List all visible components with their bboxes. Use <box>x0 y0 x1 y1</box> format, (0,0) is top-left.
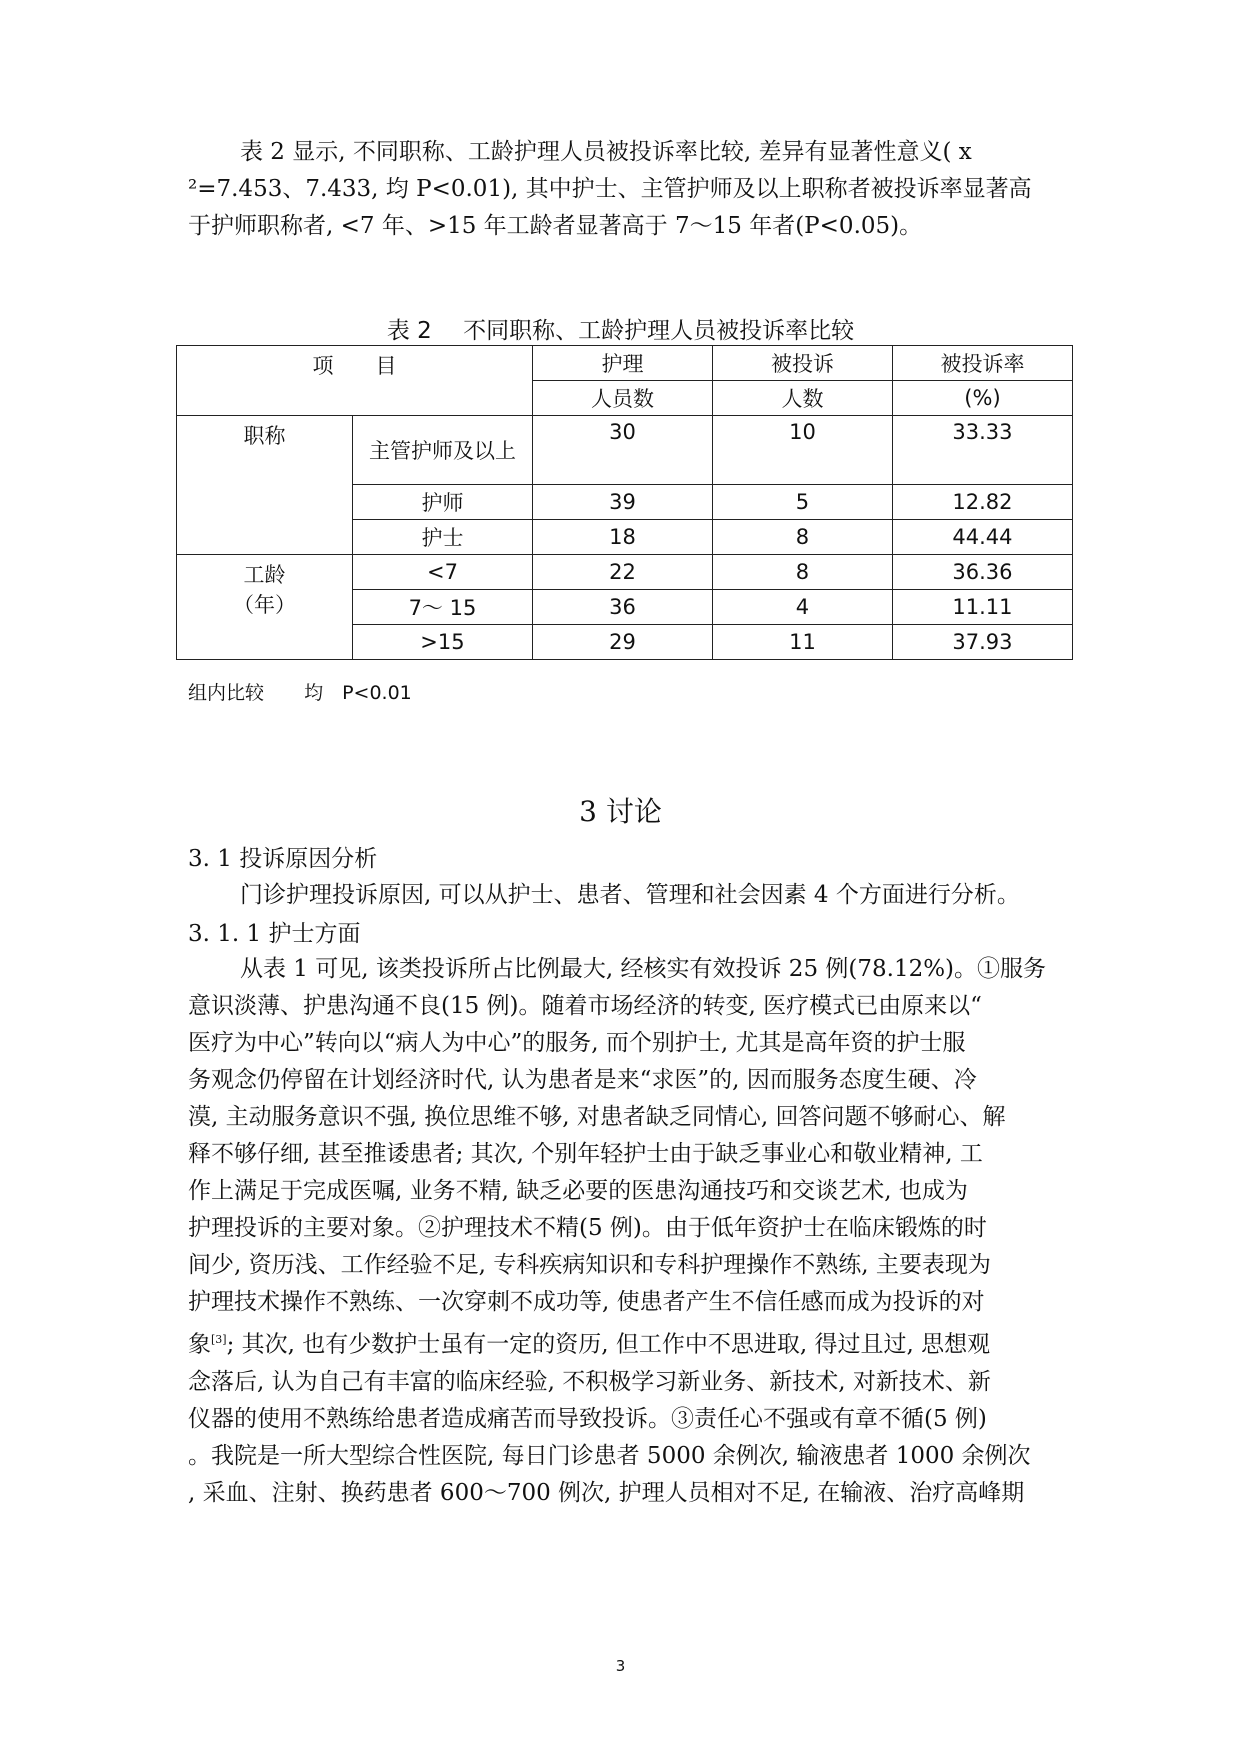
body-line: 仪器的使用不熟练给患者造成痛苦而导致投诉。③责任心不强或有章不循(5 例) <box>188 1405 987 1432</box>
body-line: 意识淡薄、护患沟通不良(15 例)。随着市场经济的转变, 医疗模式已由原来以“ <box>188 993 982 1019</box>
header-complained: 被投诉 <box>712 346 892 381</box>
row-subcategory: <7 <box>352 555 532 590</box>
table-caption <box>0 312 1241 345</box>
row-nurses: 30 <box>532 416 712 485</box>
section-3-1-1-title: 3. 1. 1 护士方面 <box>188 921 361 947</box>
section-3-title: 3 讨论 <box>579 795 662 828</box>
header-rate-sub: (%) <box>892 381 1072 416</box>
table-row <box>177 555 1073 590</box>
row-rate: 44.44 <box>892 520 1072 555</box>
table-header-row <box>177 346 1073 381</box>
body-line: 。我院是一所大型综合性医院, 每日门诊患者 5000 余例次, 输液患者 1000 余例次 <box>188 1442 1031 1469</box>
body-paragraph <box>188 951 1058 1512</box>
row-rate: 36.36 <box>892 555 1072 590</box>
intro-paragraph <box>188 134 1058 245</box>
row-subcategory: 主管护师及以上 <box>352 416 532 485</box>
body-line: 从表 1 可见, 该类投诉所占比例最大, 经核实有效投诉 25 例(78.12%)。①服务 <box>240 956 1047 982</box>
row-subcategory: 护士 <box>352 520 532 555</box>
body-line: 务观念仍停留在计划经济时代, 认为患者是来“求医”的, 因而服务态度生硬、冷 <box>188 1067 977 1093</box>
row-rate: 11.11 <box>892 590 1072 625</box>
table-note <box>188 678 446 705</box>
table-row <box>177 416 1073 485</box>
row-nurses: 18 <box>532 520 712 555</box>
complaint-rate-table <box>176 345 1073 660</box>
body-line: 念落后, 认为自己有丰富的临床经验, 不积极学习新业务、新技术, 对新技术、新 <box>188 1368 991 1395</box>
section-3-1-text: 门诊护理投诉原因, 可以从护士、患者、管理和社会因素 4 个方面进行分析。 <box>240 882 1020 908</box>
body-line: 医疗为中心”转向以“病人为中心”的服务, 而个别护士, 尤其是高年资的护士服 <box>188 1030 966 1056</box>
row-rate: 12.82 <box>892 485 1072 520</box>
group-title-label: 职称 <box>177 416 353 555</box>
intro-line: ²=7.453、7.433, 均 P<0.01), 其中护士、主管护师及以上职称者被投诉率显著高 <box>188 176 1032 202</box>
row-complained: 8 <box>712 555 892 590</box>
header-nurses: 护理 <box>532 346 712 381</box>
row-subcategory: >15 <box>352 625 532 660</box>
table-caption-label: 表 2 <box>386 318 432 344</box>
row-nurses: 22 <box>532 555 712 590</box>
row-rate: 37.93 <box>892 625 1072 660</box>
row-rate: 33.33 <box>892 416 1072 485</box>
body-line-start: 象 <box>188 1331 211 1358</box>
row-subcategory: 7～ 15 <box>352 590 532 625</box>
table-note-label: 组内比较 <box>188 682 265 704</box>
group-seniority-label-l1: 工龄 <box>243 563 286 587</box>
row-complained: 8 <box>712 520 892 555</box>
row-complained: 4 <box>712 590 892 625</box>
body-line: 释不够仔细, 甚至推诿患者; 其次, 个别年轻护士由于缺乏事业心和敬业精神, 工 <box>188 1141 983 1167</box>
row-complained: 10 <box>712 416 892 485</box>
group-seniority-label-l2: （年） <box>232 593 296 617</box>
citation-ref: [3] <box>211 1333 227 1346</box>
header-item: 项 目 <box>177 346 533 416</box>
table-caption-title: 不同职称、工龄护理人员被投诉率比较 <box>463 318 855 344</box>
row-complained: 11 <box>712 625 892 660</box>
body-line: 作上满足于完成医嘱, 业务不精, 缺乏必要的医患沟通技巧和交谈艺术, 也成为 <box>188 1178 968 1204</box>
body-line: 护理技术操作不熟练、一次穿刺不成功等, 使患者产生不信任感而成为投诉的对 <box>188 1289 985 1315</box>
header-complained-sub: 人数 <box>712 381 892 416</box>
body-line: 间少, 资历浅、工作经验不足, 专科疾病知识和专科护理操作不熟练, 主要表现为 <box>188 1252 991 1278</box>
body-line: , 采血、注射、换药患者 600～700 例次, 护理人员相对不足, 在输液、治疗高峰期 <box>188 1479 1025 1506</box>
row-subcategory: 护师 <box>352 485 532 520</box>
row-nurses: 29 <box>532 625 712 660</box>
row-nurses: 39 <box>532 485 712 520</box>
body-line-rest: ; 其次, 也有少数护士虽有一定的资历, 但工作中不思进取, 得过且过, 思想观 <box>226 1331 991 1358</box>
body-line: 护理投诉的主要对象。②护理技术不精(5 例)。由于低年资护士在临床锻炼的时 <box>188 1215 987 1241</box>
intro-line: 于护师职称者, <7 年、>15 年工龄者显著高于 7～15 年者(P<0.05)。 <box>188 213 923 239</box>
group-seniority-label <box>177 555 353 660</box>
intro-line: 表 2 显示, 不同职称、工龄护理人员被投诉率比较, 差异有显著性意义( x <box>240 139 972 165</box>
body-line: 漠, 主动服务意识不强, 换位思维不够, 对患者缺乏同情心, 回答问题不够耐心、解 <box>188 1104 1006 1130</box>
section-3-1-title: 3. 1 投诉原因分析 <box>188 846 378 872</box>
header-rate: 被投诉率 <box>892 346 1072 381</box>
row-complained: 5 <box>712 485 892 520</box>
row-nurses: 36 <box>532 590 712 625</box>
page-number: 3 <box>615 1657 626 1675</box>
body-line-with-citation <box>188 1321 1058 1364</box>
table-note-text: 均 P<0.01 <box>304 682 412 704</box>
header-nurses-sub: 人员数 <box>532 381 712 416</box>
